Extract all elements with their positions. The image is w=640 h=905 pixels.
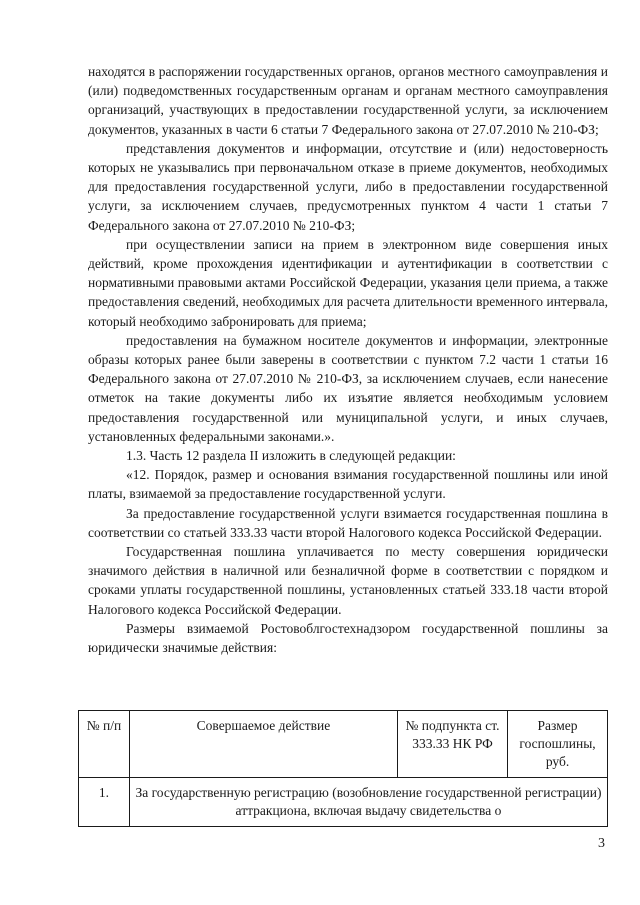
header-action: Совершаемое действие — [129, 711, 397, 778]
paragraph-7: За предоставление государственной услуги взимается государственная пошлина в соответствии со статьей 333.33 части второй Налогового кодекса Российской Федерации. — [88, 505, 608, 540]
table-row — [79, 778, 608, 827]
paragraph-3: при осуществлении записи на прием в электронном виде совершения иных действий, кроме прохождения идентификации и аутентификации в соответствии с нормативными правовыми актами Российской Федерации, указания цели приема, а также предоставления сведений, необходимых для расчета длительности временного интервала, который необходимо забронировать для приема; — [88, 236, 608, 329]
page-number: 3 — [598, 836, 605, 851]
header-fee-size: Размер госпошлины, руб. — [508, 711, 608, 778]
fee-table — [78, 710, 608, 827]
paragraph-4: предоставления на бумажном носителе документов и информации, электронные образы которых ранее были заверены в соответствии с пунктом 7.2 части 1 статьи 16 Федерального закона от 27.07.2010 № 210-ФЗ, за исключением случаев, если нанесение отметок на такие документы либо их изъятие является необходимым условием предоставления государственной или муниципальной услуги, и иных случаев, установленных федеральными законами.». — [88, 332, 608, 444]
table-header-row — [79, 711, 608, 778]
body-text — [88, 62, 608, 657]
row-number: 1. — [79, 778, 130, 827]
paragraph-8: Государственная пошлина уплачивается по месту совершения юридически значимого действия в наличной или безналичной форме в соответствии с порядком и сроками уплаты государственной пошлины, установленных статьей 333.18 части второй Налогового кодекса Российской Федерации. — [88, 544, 608, 617]
header-subparagraph: № подпункта ст. 333.33 НК РФ — [397, 711, 507, 778]
row-action: За государственную регистрацию (возобновление государственной регистрации) аттракциона, включая выдачу свидетельства о — [129, 778, 607, 827]
paragraph-5: 1.3. Часть 12 раздела II изложить в следующей редакции: — [126, 448, 456, 464]
paragraph-1: находятся в распоряжении государственных органов, органов местного самоуправления и (или) подведомственных государственным органам и органам местного самоуправления организаций, участвующих в предоставлении государственной услуги, за исключением документов, указанных в части 6 статьи 7 Федерального закона от 27.07.2010 № 210-ФЗ; — [88, 64, 608, 137]
header-number: № п/п — [79, 711, 130, 778]
paragraph-2: представления документов и информации, отсутствие и (или) недостоверность которых не указывались при первоначальном отказе в приеме документов, необходимых для предоставления государственной услуги, либо в предоставлении государственной услуги, за исключением случаев, предусмотренных пунктом 4 части 1 статьи 7 Федерального закона от 27.07.2010 № 210-ФЗ; — [88, 140, 608, 233]
paragraph-6: «12. Порядок, размер и основания взимания государственной пошлины или иной платы, взимаемой за предоставление государственной услуги. — [88, 467, 608, 502]
paragraph-9: Размеры взимаемой Ростовоблгостехнадзором государственной пошлины за юридически значимые действия: — [88, 620, 608, 656]
